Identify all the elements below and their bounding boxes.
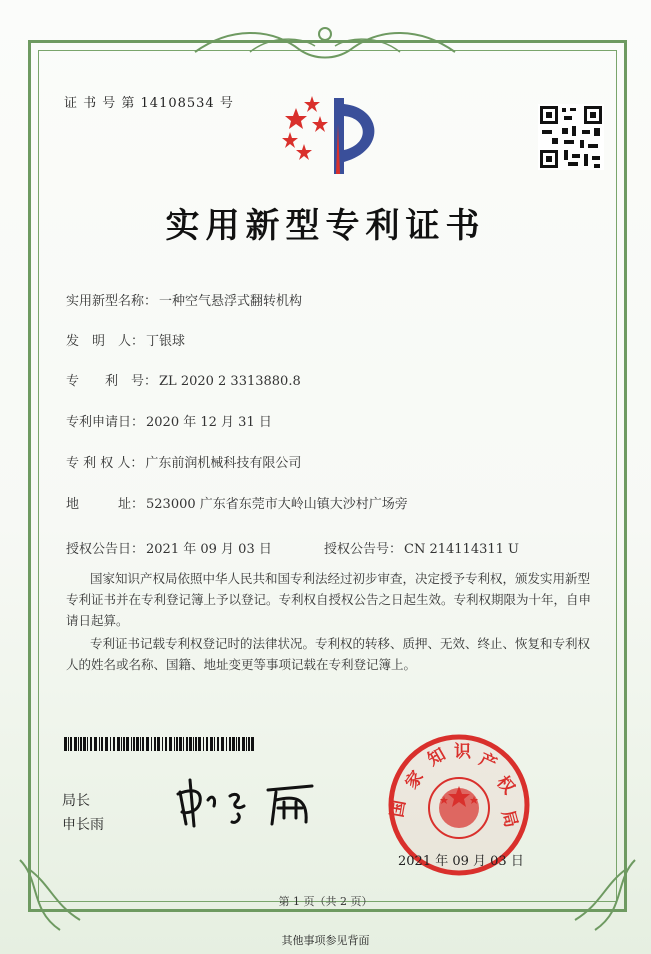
field-label: 授权公告日：	[66, 542, 145, 557]
field-inventor	[66, 330, 185, 349]
paragraph-grant-decision: 国家知识产权局依照中华人民共和国专利法经过初步审查，决定授予专利权，颁发实用新型专利证书并在专利登记簿上予以登记。专利权自授权公告之日起生效。专利权期限为十年，自申请日起算。	[66, 571, 592, 628]
barcode-bar	[74, 737, 77, 751]
field-label: 发 明 人：	[66, 334, 145, 349]
director-title: 局长	[62, 793, 90, 809]
field-address	[66, 493, 408, 512]
barcode-bar	[110, 737, 111, 751]
barcode-bar	[198, 737, 201, 751]
seal-date: 2021 年 09 月 03 日	[398, 854, 524, 869]
barcode-bar	[133, 737, 135, 751]
barcode-bar	[232, 737, 235, 751]
field-value: CN 214114311 U	[404, 542, 519, 557]
seal-char: 局	[497, 808, 521, 830]
barcode-bar	[126, 737, 129, 751]
seal-char: 权	[492, 772, 519, 799]
director-name: 申长雨	[62, 817, 104, 833]
barcode-bar	[90, 737, 92, 751]
field-utility-name	[66, 290, 302, 309]
barcode-bar	[99, 737, 100, 751]
barcode-bar	[226, 737, 227, 751]
barcode-bar	[214, 737, 215, 751]
barcode-bar	[151, 737, 152, 751]
field-value: 2021 年 09 月 03 日	[146, 542, 272, 557]
handwritten-signature	[172, 772, 322, 832]
barcode-bar	[105, 737, 108, 751]
barcode-bar	[251, 737, 254, 751]
barcode-bar	[87, 737, 88, 751]
patent-office-logo	[282, 94, 392, 176]
barcode-bar	[206, 737, 208, 751]
field-filing-date	[66, 411, 272, 430]
seal-char: 家	[401, 767, 428, 793]
barcode-bar	[189, 737, 192, 751]
field-grant-date	[66, 538, 272, 557]
seal-char: 国	[387, 798, 410, 819]
barcode-bar	[238, 737, 240, 751]
barcode-bar	[221, 737, 224, 751]
top-ornament	[190, 22, 460, 66]
field-patent-no	[66, 370, 301, 389]
barcode-bar	[183, 737, 184, 751]
barcode-bar	[195, 737, 197, 751]
barcode-bar	[174, 737, 175, 751]
barcode-bar	[101, 737, 103, 751]
field-value: 一种空气悬浮式翻转机构	[159, 294, 303, 309]
barcode-bar	[165, 737, 167, 751]
field-value: 丁银球	[146, 334, 186, 349]
barcode	[64, 737, 254, 751]
barcode-bar	[162, 737, 163, 751]
barcode-bar	[80, 737, 82, 751]
barcode-bar	[123, 737, 125, 751]
barcode-bar	[94, 737, 97, 751]
field-label: 授权公告号：	[324, 542, 403, 557]
field-value: 广东前润机械科技有限公司	[145, 456, 302, 471]
barcode-bar	[131, 737, 132, 751]
barcode-bar	[136, 737, 139, 751]
qr-code	[538, 104, 604, 170]
barcode-bar	[248, 737, 250, 751]
field-value: ZL 2020 2 3313880.8	[159, 374, 301, 389]
barcode-bar	[169, 737, 172, 751]
field-value: 2020 年 12 月 31 日	[146, 415, 272, 430]
field-label: 实用新型名称：	[66, 294, 158, 309]
seal-char: 产	[475, 749, 500, 775]
barcode-bar	[176, 737, 178, 751]
field-value: 523000 广东省东莞市大岭山镇大沙村广场旁	[146, 497, 408, 512]
barcode-bar	[229, 737, 231, 751]
page-info: 第 1 页（共 2 页）	[278, 895, 373, 908]
seal-char: 识	[454, 742, 471, 762]
barcode-bar	[64, 737, 67, 751]
field-grant-no	[324, 538, 519, 557]
barcode-bar	[193, 737, 194, 751]
certificate-title: 实用新型专利证书	[165, 206, 486, 246]
barcode-bar	[217, 737, 219, 751]
barcode-bar	[146, 737, 149, 751]
certificate-number: 证 书 号 第 14108534 号	[64, 96, 234, 111]
barcode-bar	[140, 737, 141, 751]
barcode-bar	[186, 737, 188, 751]
barcode-bar	[117, 737, 120, 751]
field-label: 专 利 号：	[66, 374, 158, 389]
barcode-bar	[203, 737, 204, 751]
field-label: 专 利 权 人：	[66, 456, 144, 471]
barcode-bar	[68, 737, 69, 751]
field-label: 专利申请日：	[66, 415, 145, 430]
barcode-bar	[142, 737, 144, 751]
barcode-bar	[246, 737, 247, 751]
barcode-bar	[121, 737, 122, 751]
barcode-bar	[242, 737, 245, 751]
barcode-bar	[210, 737, 213, 751]
barcode-bar	[70, 737, 72, 751]
field-patentee	[66, 452, 301, 471]
barcode-bar	[154, 737, 156, 751]
barcode-bar	[83, 737, 86, 751]
seal-char: 知	[424, 744, 450, 771]
barcode-bar	[78, 737, 79, 751]
barcode-bar	[113, 737, 115, 751]
barcode-bar	[157, 737, 160, 751]
paragraph-legal-status: 专利证书记载专利权登记时的法律状况。专利权的转移、质押、无效、终止、恢复和专利权人的姓名或名称、国籍、地址变更等事项记载在专利登记簿上。	[66, 636, 591, 672]
barcode-bar	[179, 737, 182, 751]
back-note: 其他事项参见背面	[281, 934, 370, 947]
barcode-bar	[236, 737, 237, 751]
field-label: 地 址：	[66, 497, 145, 512]
